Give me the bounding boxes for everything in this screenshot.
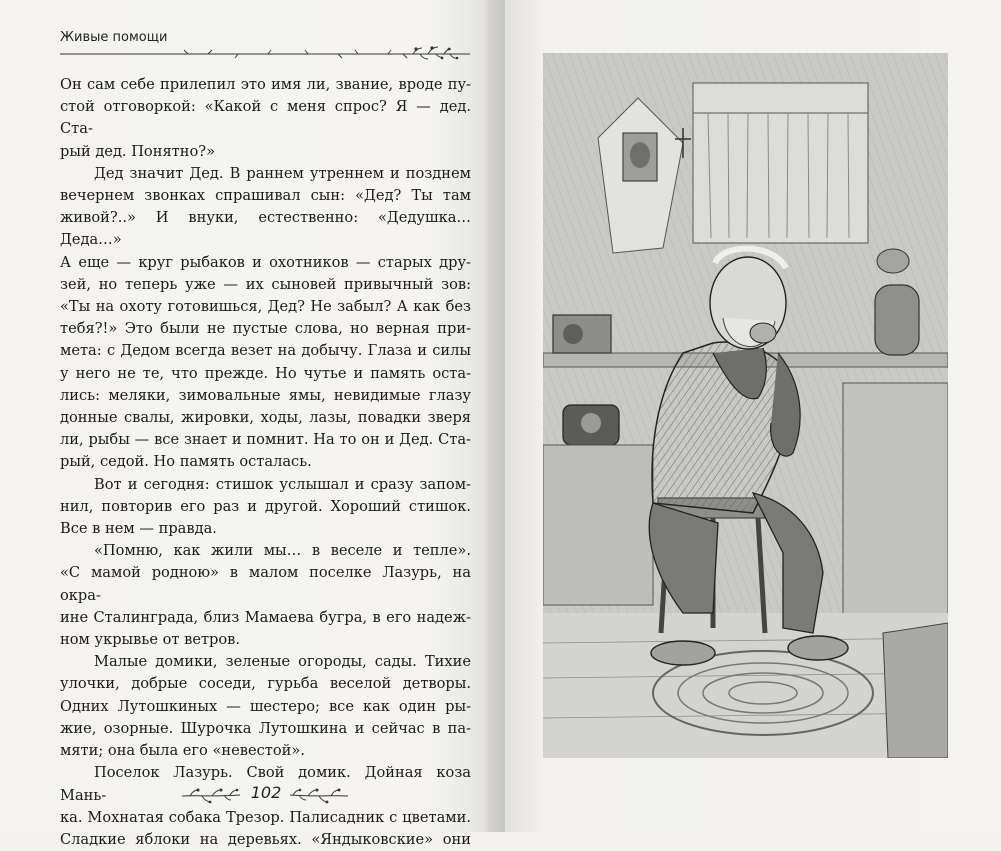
text-line: «С мамой родною» в малом поселке Лазурь, на окра- <box>60 564 471 604</box>
text-line: ли, рыбы — все знает и помнит. На то он и Дед. Ста- <box>60 431 471 449</box>
text-line: ине Сталинграда, близ Мамаева бугра, в его надеж- <box>60 608 471 626</box>
text-line: Поселок Лазурь. Свой домик. Дойная коза Мань- <box>60 764 471 804</box>
text-line: улочки, добрые соседи, гурьба веселой детворы. <box>60 675 471 693</box>
text-line: жие, озорные. Шурочка Лутошкина и сейчас в па- <box>60 719 471 737</box>
text-line: Все в нем — правда. <box>60 520 217 538</box>
text-line: лись: меляки, зимовальные ямы, невидимые глазу <box>60 386 471 404</box>
ornament-vine-icon <box>180 783 242 807</box>
text-line: Сладкие яблоки на деревьях. «Яндыковские» они <box>60 830 471 848</box>
illustration <box>543 53 948 758</box>
body-text <box>60 74 471 851</box>
text-line: мета: с Дедом всегда везет на добычу. Глаза и силы <box>60 342 471 360</box>
text-line: живой?..» И внуки, естественно: «Дедушка… Деда…» <box>60 209 471 249</box>
text-line: «Ты на охоту готовишься, Дед? Не забыл? А как без <box>60 298 471 316</box>
text-line: у него не те, что прежде. Но чутье и память оста- <box>60 364 471 382</box>
text-line: Дед значит Дед. В раннем утреннем и позднем <box>94 164 471 182</box>
ornament-vine-icon <box>288 783 350 807</box>
text-line: Он сам себе прилепил это имя ли, звание, вроде пу- <box>60 76 471 93</box>
text-line: мяти; она была его «невестой». <box>60 742 305 760</box>
text-line: Одних Лутошкиных — шестеро; все как один ры- <box>60 697 471 715</box>
text-line: Вот и сегодня: стишок услышал и сразу запом- <box>94 475 471 493</box>
text-line: рый дед. Понятно?» <box>60 142 215 160</box>
running-head: Живые помощи <box>60 30 168 45</box>
page-number: 102 <box>250 783 282 802</box>
text-line: зей, но теперь уже — их сыновей привычный зов: <box>60 275 471 293</box>
text-line: нил, повторив его раз и другой. Хороший стишок. <box>60 497 471 515</box>
text-line: стой отговоркой: «Какой с меня спрос? Я — дед. Ста- <box>60 98 471 138</box>
text-line: «Помню, как жили мы… в веселе и тепле». <box>94 542 471 560</box>
page-footer <box>180 783 350 807</box>
text-line: ка. Мохнатая собака Трезор. Палисадник с цветами. <box>60 808 471 826</box>
text-line: А еще — круг рыбаков и охотников — старых дру- <box>60 253 471 271</box>
text-line: Малые домики, зеленые огороды, сады. Тихие <box>94 653 471 671</box>
ornament-vine-icon <box>58 46 473 60</box>
text-line: ном укрывье от ветров. <box>60 631 241 649</box>
text-line: донные свалы, жировки, ходы, лазы, повадки зверя <box>60 409 471 427</box>
text-line: вечернем звонках спрашивал сын: «Дед? Ты там <box>60 187 471 205</box>
old-man-drawing <box>543 53 948 758</box>
text-line: тебя?!» Это были не пустые слова, но верная при- <box>60 320 471 338</box>
text-line: рый, седой. Но память осталась. <box>60 453 312 471</box>
